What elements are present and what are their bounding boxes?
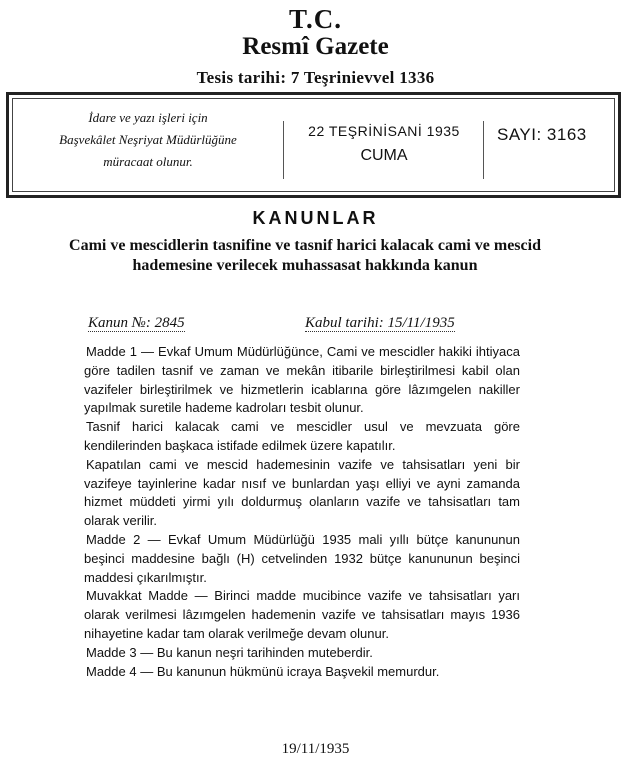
header-box-inner-frame xyxy=(12,98,615,192)
law-number xyxy=(88,315,185,332)
gazette-masthead-tc: T.C. xyxy=(288,4,342,34)
law-paragraph: Madde 2 — Evkaf Umum Müdürlüğü 1935 mali yıllı bütçe kanununun beşinci maddesine bağlı (H) cetvelinden 1932 bütçe kanununun beşinci maddesi çıkarılmıştır. xyxy=(84,531,520,585)
law-paragraph: Madde 3 — Bu kanun neşri tarihinden muteberdir. xyxy=(86,644,373,660)
issue-number: SAYI: 3163 xyxy=(497,125,587,144)
admin-line: İdare ve yazı işleri için xyxy=(88,110,208,125)
law-paragraph: Muvakkat Madde — Birinci madde mucibince vazife ve tahsisatları yarı olarak verilmesi lâzımgelen hademenin vazife ve tahsisatları mayıs 1936 nihayetine kadar tam olarak verilmeğe devam olunur. xyxy=(84,588,520,641)
admin-line: Başvekâlet Neşriyat Müdürlüğüne xyxy=(59,132,237,147)
law-paragraph: Madde 4 — Bu kanunun hükmünü icraya Başvekil memurdur. xyxy=(86,663,440,679)
law-paragraph: Madde 1 — Evkaf Umum Müdürlüğünce, Cami ve mescidler hakiki ihtiyaca göre tadilen tasnif ve zaman ve mekân itibarile birleştirilmesi kabil olan vazifeler birleştirilmek ve hizmetlerin icablarına göre lâzımgelen nakiller yapılmak suretile hademe kadroları tesbit olunur. xyxy=(84,344,520,416)
header-divider xyxy=(483,121,484,179)
law-paragraph: Kapatılan cami ve mescid hademesinin vazife ve tahsisatları yeni bir vazifeye tayinlerine kadar nısıf ve bunlardan yaşı elliyi ve ayni zamanda hizmet müddeti yirmi yılı doldurmuş olanların vazife ve tahsisatları tam olarak verilir. xyxy=(84,456,520,529)
law-number-text: Kanun №: 2845 xyxy=(88,315,185,331)
administration-note xyxy=(17,107,279,173)
acceptance-date xyxy=(305,315,455,332)
law-paragraph: Tasnif harici kalacak cami ve mescidler usul ve mevzuata göre kendilerinden başkaca istifade edilmek üzere kapatılır. xyxy=(84,419,520,453)
issue-date-block xyxy=(294,123,474,165)
signing-date: 19/11/1935 xyxy=(281,741,350,757)
section-heading: KANUNLAR xyxy=(252,208,379,228)
issue-date: 22 TEŞRİNİSANİ 1935 xyxy=(308,123,460,139)
law-body xyxy=(84,343,520,681)
acceptance-date-text: Kabul tarihi: 15/11/1935 xyxy=(305,315,455,331)
founding-date: Tesis tarihi: 7 Teşrinievvel 1336 xyxy=(196,68,435,87)
law-title: Cami ve mescidlerin tasnifine ve tasnif harici kalacak cami ve mescid hademesine verilecek muhassasat hakkında kanun xyxy=(69,237,541,274)
header-divider xyxy=(283,121,284,179)
header-box xyxy=(6,92,621,198)
gazette-name: Resmî Gazete xyxy=(242,33,389,60)
admin-line: müracaat olunur. xyxy=(103,154,193,169)
issue-day: CUMA xyxy=(360,147,408,164)
